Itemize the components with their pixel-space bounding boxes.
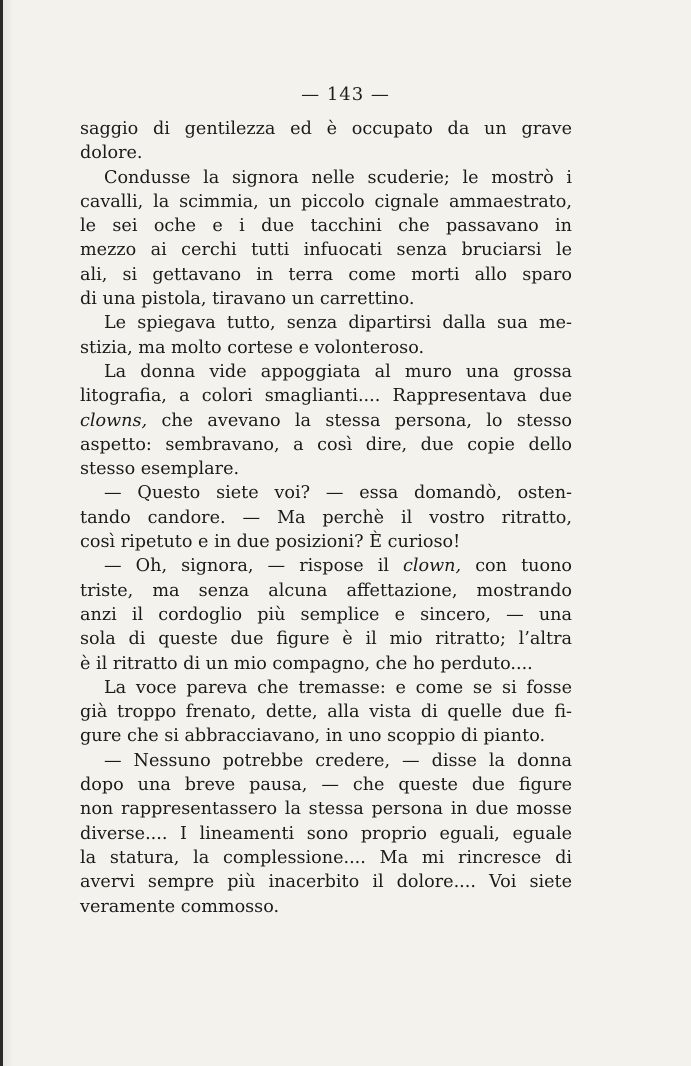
text-line: — Questo siete voi? — essa domandò, osten- — [104, 483, 572, 504]
text-line: dopo una breve pausa, — che queste due figure — [80, 775, 572, 796]
text-line: già troppo frenato, dette, alla vista di quelle due fi- — [80, 702, 572, 723]
text-line: cavalli, la scimmia, un piccolo cignale ammaestrato, — [80, 191, 572, 212]
text-line: Le spiegava tutto, senza dipartirsi dalla sua me- — [104, 313, 572, 334]
text-line: stizia, ma molto cortese e volonteroso. — [80, 337, 425, 358]
text-line: di una pistola, tiravano un carrettino. — [80, 289, 415, 310]
text-line: sola di queste due figure è il mio ritratto; l’altra — [80, 629, 572, 650]
text-line: mezzo ai cerchi tutti infuocati senza bruciarsi le — [80, 240, 572, 261]
text-line: — Nessuno potrebbe credere, — disse la donna — [104, 750, 572, 771]
text-line: le sei oche e i due tacchini che passavano in — [80, 216, 572, 237]
text-line: La voce pareva che tremasse: e come se si fosse — [104, 677, 572, 698]
text-line: veramente commosso. — [80, 896, 280, 917]
text-line: anzi il cordoglio più semplice e sincero, — una — [80, 604, 572, 625]
text-line: Condusse la signora nelle scuderie; le mostrò i — [104, 167, 572, 188]
text-line — [80, 554, 572, 578]
text-line: La donna vide appoggiata al muro una grossa — [104, 361, 572, 382]
text-line: la statura, la complessione.... Ma mi rincresce di — [80, 847, 572, 868]
page-binding-edge — [0, 0, 3, 1066]
text-line: avervi sempre più inacerbito il dolore.... Voi siete — [80, 872, 572, 893]
text-run: — Oh, signora, — rispose il — [104, 556, 404, 577]
text-line: non rappresentassero la stessa persona in due mosse — [80, 799, 572, 820]
text-line: saggio di gentilezza ed è occupato da un grave — [80, 119, 572, 139]
text-line: triste, ma senza alcuna affettazione, mostrando — [80, 580, 572, 601]
text-line: così ripetuto e in due posizioni? È curioso! — [80, 532, 461, 553]
italic-word: clowns, — [80, 410, 148, 431]
text-line: tando candore. — Ma perchè il vostro ritratto, — [80, 507, 572, 528]
body-text — [80, 117, 572, 919]
text-line: litografia, a colori smaglianti.... Rappresentava due — [80, 386, 572, 407]
text-line: diverse.... I lineamenti sono proprio eguali, eguale — [80, 823, 572, 844]
text-line: è il ritratto di un mio compagno, che ho perduto.... — [80, 653, 533, 674]
text-line — [80, 409, 572, 433]
page-number: — 143 — — [301, 84, 390, 105]
italic-word: clown, — [403, 556, 462, 577]
text-line: ali, si gettavano in terra come morti allo sparo — [80, 264, 572, 285]
text-line: dolore. — [80, 143, 143, 164]
text-run: con tuono — [461, 556, 572, 577]
text-line: stesso esemplare. — [80, 459, 240, 480]
text-run: che avevano la stessa persona, lo stesso — [147, 410, 572, 431]
text-line: gure che si abbracciavano, in uno scoppio di pianto. — [80, 726, 546, 747]
text-line: aspetto: sembravano, a così dire, due copie dello — [80, 434, 572, 455]
